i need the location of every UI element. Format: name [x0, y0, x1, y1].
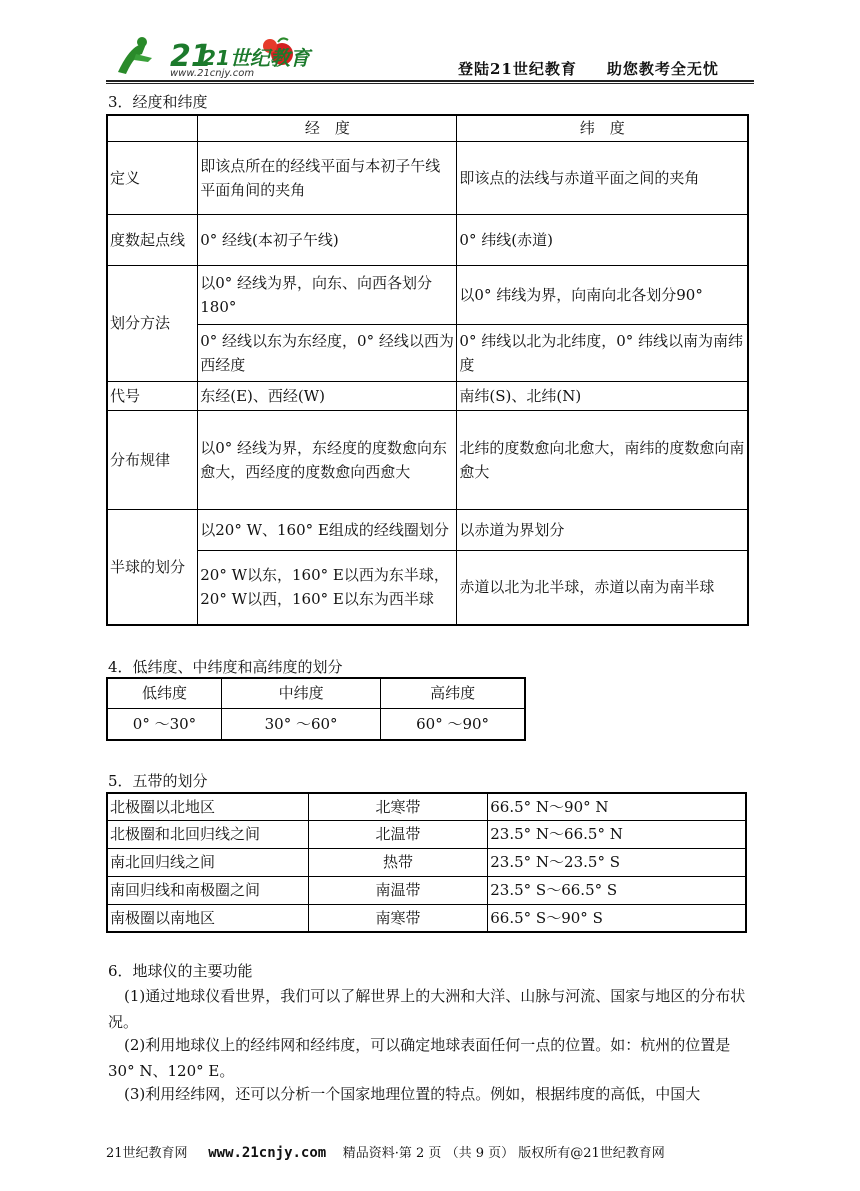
header-divider	[106, 80, 754, 82]
table-cell: 南极圈以南地区	[107, 904, 308, 932]
table-cell: 以20° W、160° E组成的经线圈划分	[198, 509, 457, 550]
table-row	[107, 708, 525, 740]
table-cell: 北极圈和北回归线之间	[107, 820, 308, 848]
table-cell: 23.5° N～66.5° N	[488, 820, 746, 848]
site-logo[interactable]	[112, 32, 310, 84]
table-cell: 南寒带	[308, 904, 487, 932]
table-cell: 以0° 经线为界，东经度的度数愈向东愈大，西经度的度数愈向西愈大	[198, 410, 457, 509]
logo-url: www.21cnjy.com	[170, 68, 255, 79]
paragraph-2: (2)利用地球仪上的经纬网和经纬度，可以确定地球表面任何一点的位置。如：杭州的位置是 30° N、120° E。	[108, 1036, 731, 1080]
longitude-latitude-table	[106, 114, 749, 626]
section-4-title: 4．低纬度、中纬度和高纬度的划分	[108, 658, 343, 676]
footer-url[interactable]: www.21cnjy.com	[208, 1145, 327, 1161]
table-cell-empty	[107, 115, 198, 141]
table-cell: 南回归线和南极圈之间	[107, 876, 308, 904]
table-row	[107, 509, 748, 550]
table-cell: 60° ～90°	[381, 708, 525, 740]
table-header: 中纬度	[221, 678, 380, 708]
svg-text:21: 21	[170, 39, 212, 74]
table-cell: 南温带	[308, 876, 487, 904]
header-divider-thin	[106, 83, 754, 84]
table-cell: 东经(E)、西经(W)	[198, 381, 457, 410]
table-cell: 以0° 经线为界，向东、向西各划分180°	[198, 265, 457, 324]
table-cell: 南纬(S)、北纬(N)	[457, 381, 748, 410]
table-cell: 北极圈以北地区	[107, 793, 308, 820]
table-cell: 0° ～30°	[107, 708, 221, 740]
row-label: 代号	[107, 381, 198, 410]
footer-info: 精品资料·第 2 页 （共 9 页） 版权所有@21世纪教育网	[342, 1146, 665, 1161]
table-row	[107, 115, 748, 141]
table-cell: 23.5° S～66.5° S	[488, 876, 746, 904]
table-row	[107, 904, 746, 932]
paragraph-3: (3)利用经纬网，还可以分析一个国家地理位置的特点。例如，根据纬度的高低，中国大	[124, 1085, 701, 1103]
latitude-zones-table	[106, 677, 526, 741]
table-row	[107, 793, 746, 820]
section-5-title: 5．五带的划分	[108, 772, 208, 790]
table-cell: 20° W以东，160° E以西为东半球，20° W以西，160° E以东为西半球	[198, 550, 457, 625]
row-label: 划分方法	[107, 265, 198, 381]
table-row	[107, 678, 525, 708]
table-row	[107, 381, 748, 410]
table-cell: 赤道以北为北半球，赤道以南为南半球	[457, 550, 748, 625]
table-cell: 北寒带	[308, 793, 487, 820]
row-label: 度数起点线	[107, 214, 198, 265]
table-row	[107, 141, 748, 214]
table-row	[107, 876, 746, 904]
table-header: 低纬度	[107, 678, 221, 708]
table-cell: 66.5° S～90° S	[488, 904, 746, 932]
table-cell: 0° 纬线(赤道)	[457, 214, 748, 265]
section-3-title: 3．经度和纬度	[108, 93, 208, 111]
page-footer	[106, 1142, 766, 1161]
table-cell: 以0° 纬线为界，向南向北各划分90°	[457, 265, 748, 324]
table-cell: 0° 经线以东为东经度，0° 经线以西为西经度	[198, 324, 457, 381]
table-cell: 南北回归线之间	[107, 848, 308, 876]
table-cell: 北纬的度数愈向北愈大，南纬的度数愈向南愈大	[457, 410, 748, 509]
paragraph-1: (1)通过地球仪看世界，我们可以了解世界上的大洲和大洋、山脉与河流、国家与地区的分布状况。	[108, 987, 746, 1031]
table-row	[107, 214, 748, 265]
logo-text: 21世纪教育	[202, 46, 310, 70]
table-cell: 即该点所在的经线平面与本初子午线平面角间的夹角	[198, 141, 457, 214]
table-header: 高纬度	[381, 678, 525, 708]
row-label: 分布规律	[107, 410, 198, 509]
five-zones-table	[106, 792, 747, 933]
slogan-right: 助您教考全无忧	[606, 60, 719, 78]
row-label: 定义	[107, 141, 198, 214]
table-cell: 0° 纬线以北为北纬度，0° 纬线以南为南纬度	[457, 324, 748, 381]
table-row	[107, 820, 746, 848]
header-latitude: 纬 度	[457, 115, 748, 141]
table-cell: 以赤道为界划分	[457, 509, 748, 550]
table-cell: 66.5° N～90° N	[488, 793, 746, 820]
table-row	[107, 410, 748, 509]
slogan-left: 登陆21世纪教育	[458, 60, 577, 78]
table-cell: 0° 经线(本初子午线)	[198, 214, 457, 265]
header-longitude: 经 度	[198, 115, 457, 141]
table-row	[107, 265, 748, 324]
table-cell: 30° ～60°	[221, 708, 380, 740]
section-6-title: 6．地球仪的主要功能	[108, 962, 253, 980]
table-row	[107, 550, 748, 625]
table-cell: 23.5° N～23.5° S	[488, 848, 746, 876]
table-cell: 热带	[308, 848, 487, 876]
table-row	[107, 324, 748, 381]
table-cell: 即该点的法线与赤道平面之间的夹角	[457, 141, 748, 214]
row-label: 半球的划分	[107, 509, 198, 625]
header-slogan	[458, 58, 758, 79]
table-cell: 北温带	[308, 820, 487, 848]
footer-site: 21世纪教育网	[106, 1146, 188, 1161]
table-row	[107, 848, 746, 876]
